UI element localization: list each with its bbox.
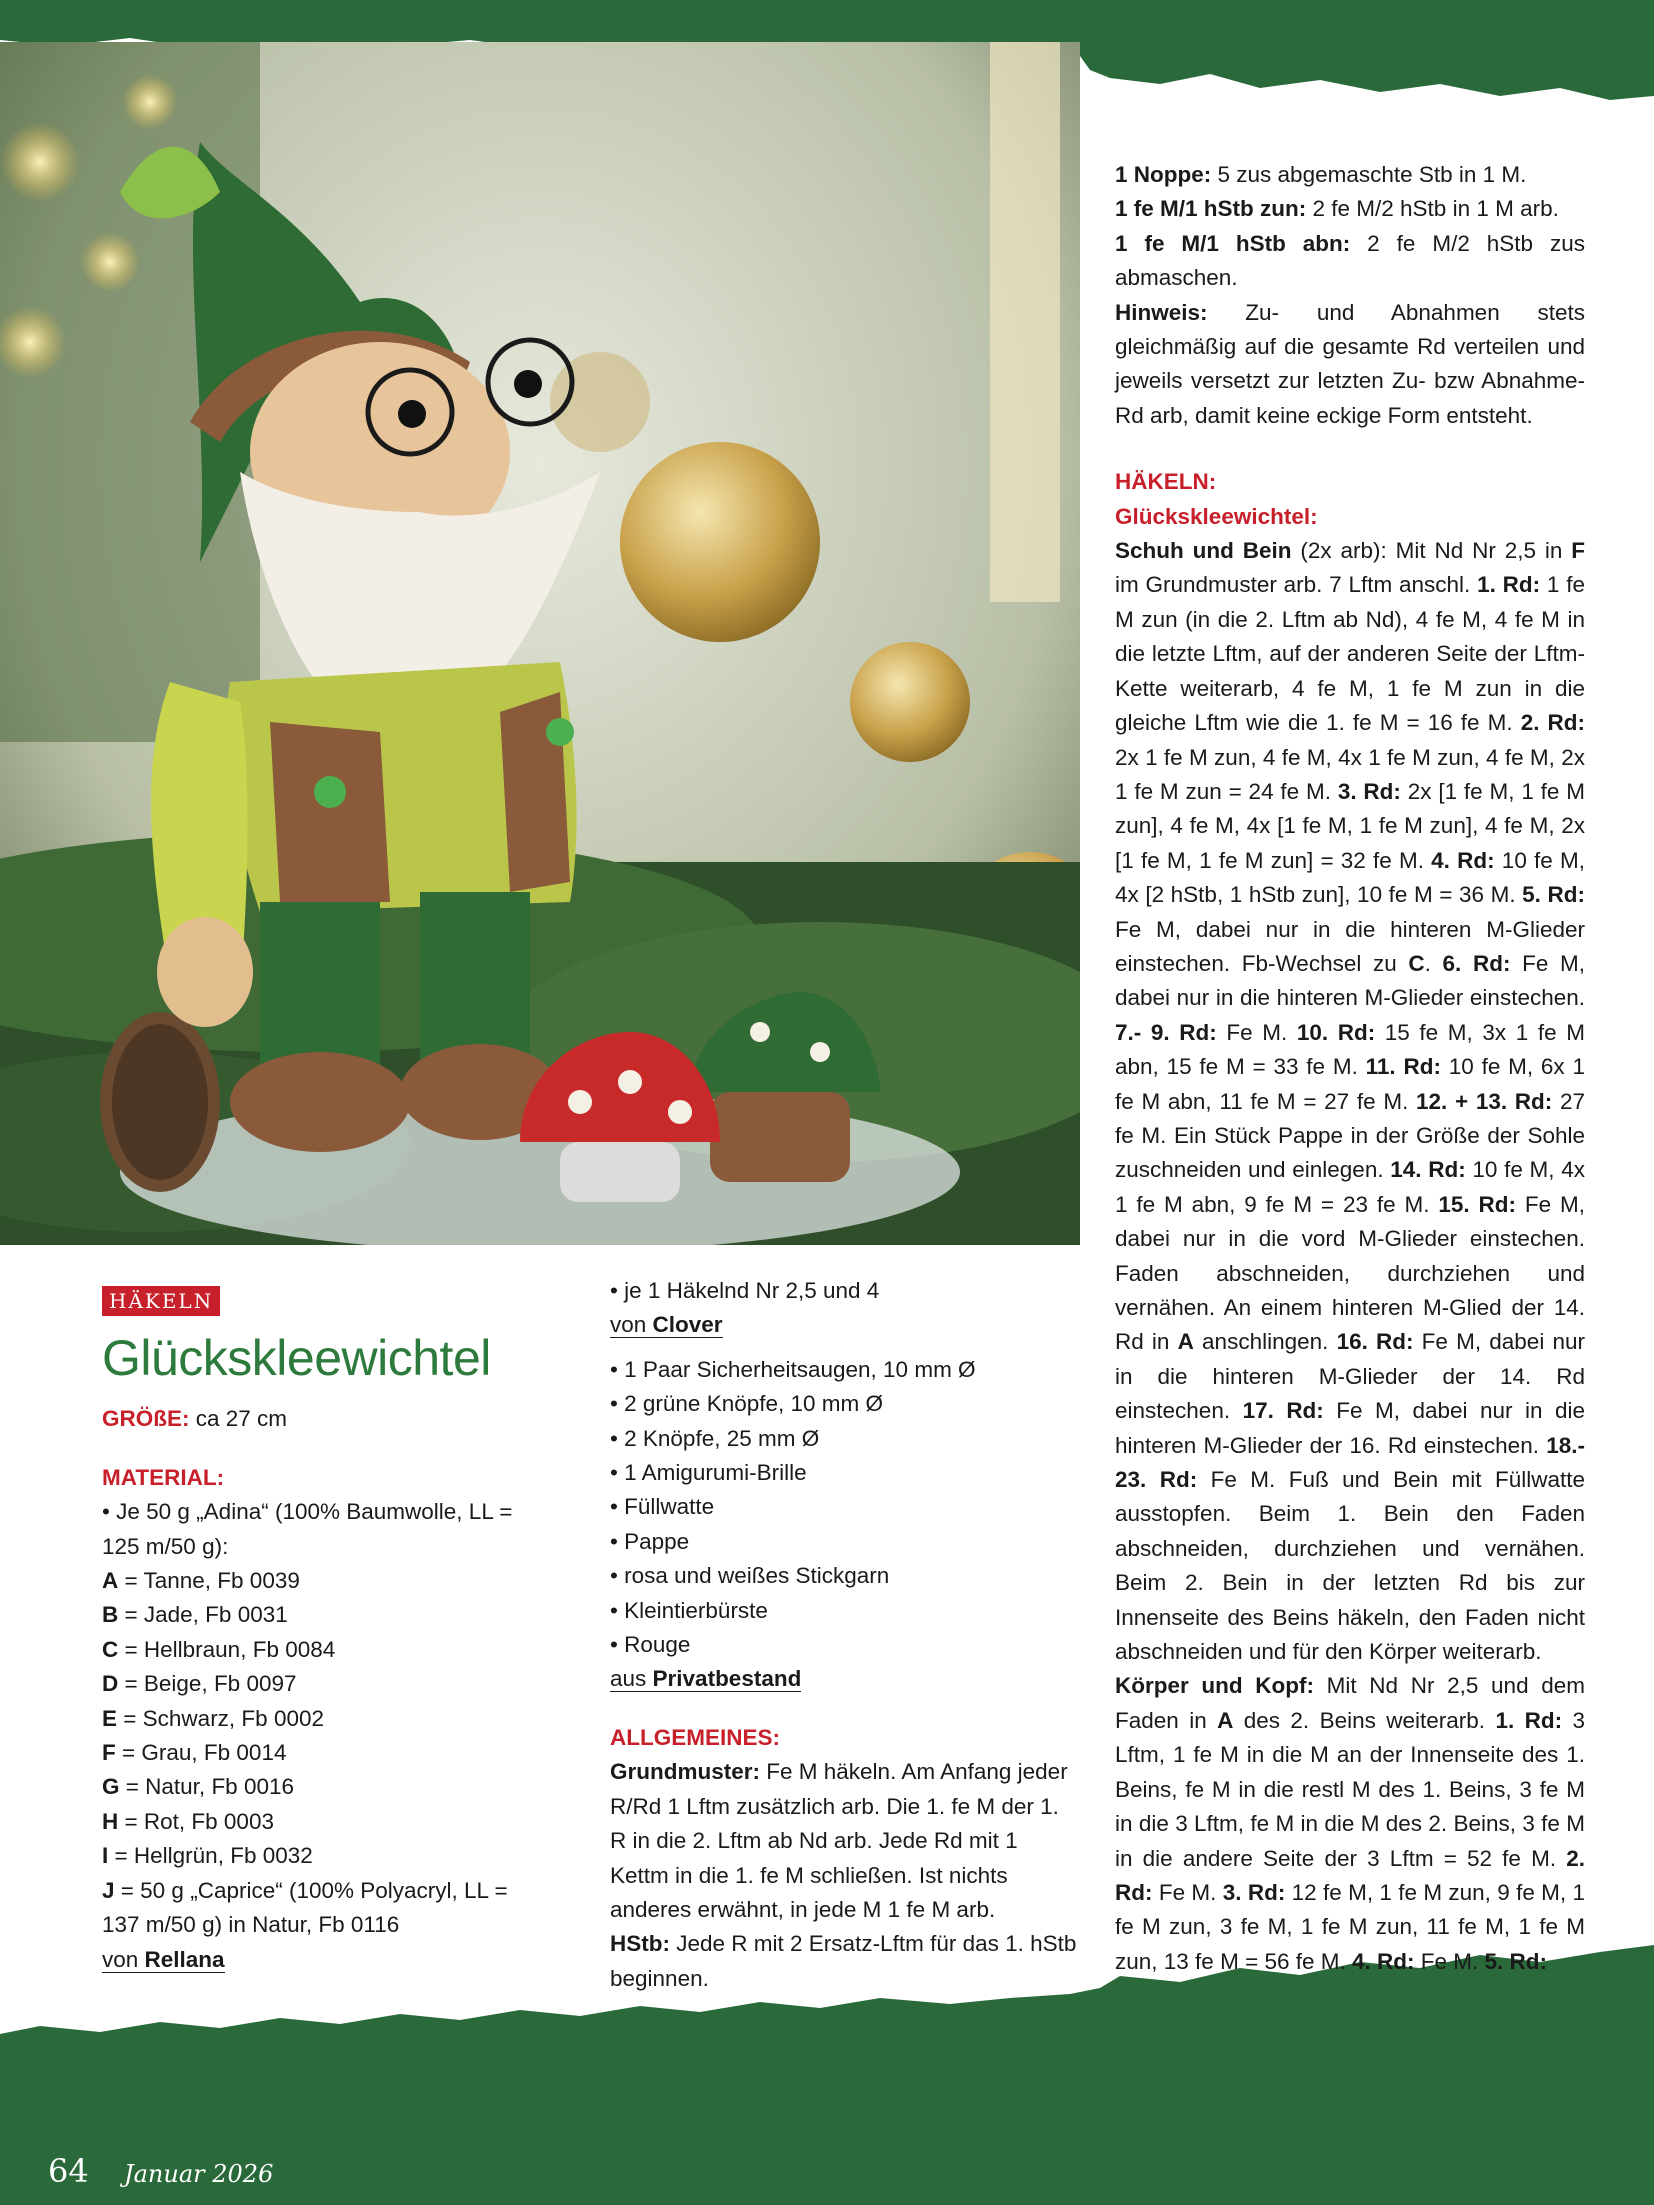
instruction-term: C <box>1408 950 1425 976</box>
section-tag: HÄKELN <box>102 1286 220 1316</box>
color-text: = Beige, Fb 0097 <box>118 1671 297 1697</box>
color-text: = Hellgrün, Fb 0032 <box>108 1843 313 1869</box>
color-item <box>102 1633 542 1667</box>
general-entry <box>1115 158 1585 192</box>
instruction-text: Fe M, dabei nur in die vord M-Glieder einstechen. Faden abschneiden, durchziehen und vernähen. An einem hinteren M-Glied der 14. Rd in <box>1115 1191 1585 1355</box>
instruction-text: Fe M, dabei nur in die hinteren M-Glieder der 14. Rd einstechen. <box>1115 1329 1586 1424</box>
yarn-j-text: = 50 g „Caprice“ (100% Polyacryl, LL = 137 m/50 g) in Natur, Fb 0116 <box>102 1877 508 1938</box>
color-item <box>102 1598 542 1632</box>
general-label: ALLGEMEINES: <box>610 1724 781 1750</box>
entry-term: 1 fe M/1 hStb zun: <box>1115 196 1307 222</box>
yarn-intro: • Je 50 g „Adina“ (100% Baumwolle, LL = 125 m/50 g): <box>102 1499 513 1559</box>
instruction-text: 10 fe M, 6x 1 fe M abn, 11 fe M = 27 fe M. <box>1115 1054 1585 1114</box>
entry-term: 1 Noppe: <box>1115 162 1212 187</box>
instruction-text: Fe M. <box>1152 1879 1223 1905</box>
color-text: = Hellbraun, Fb 0084 <box>118 1636 336 1662</box>
material-item: • Pappe <box>610 1528 690 1554</box>
color-letter: F <box>102 1740 116 1766</box>
material-item: • Kleintierbürste <box>610 1597 768 1623</box>
color-letter: A <box>102 1568 119 1594</box>
instruction-text: 12 fe M, 1 fe M zun, 9 fe M, 1 fe M zun, 3 fe M, 1 fe M zun, 11 fe M, 1 fe M zun, 13 fe M = 56 fe M. <box>1115 1879 1585 1974</box>
supplier-prefix: von <box>610 1312 653 1338</box>
instruction-text: 2x [1 fe M, 1 fe M zun], 4 fe M, 4x [1 fe M, 1 fe M zun], 4 fe M, 2x [1 fe M, 1 fe M zun] = 32 fe M. <box>1115 778 1585 873</box>
general-entry <box>1115 296 1585 434</box>
yarn-j <box>102 1874 542 1943</box>
instruction-term: 6. Rd: <box>1442 950 1511 976</box>
general-entry <box>1115 192 1585 226</box>
instruction-text: des 2. Beins weiterarb. <box>1233 1707 1496 1733</box>
instruction-text: im Grundmuster arb. 7 Lftm anschl. <box>1115 572 1478 598</box>
instruction-term: 17. Rd: <box>1242 1398 1324 1424</box>
material-item: • Rouge <box>610 1632 691 1658</box>
issue-date: Januar 2026 <box>124 2160 274 2188</box>
instruction-term: 3. Rd: <box>1222 1879 1286 1905</box>
instruction-text: Mit Nd Nr 2,5 und dem Faden in <box>1115 1673 1585 1733</box>
gnome-photo <box>0 42 1080 1245</box>
entry-text: 2 fe M/2 hStb in 1 M arb. <box>1306 196 1559 222</box>
entry-text: Zu- und Abnahmen stets gleichmäßig auf die gesamte Rd verteilen und jeweils versetzt zur letzten Zu- bzw Abnahme-Rd arb, damit keine eckige Form entsteht. <box>1115 299 1585 428</box>
color-letter: E <box>102 1705 118 1731</box>
color-item <box>102 1564 542 1598</box>
instruction-text: Fe M. Fuß und Bein mit Füllwatte ausstopfen. Beim 1. Bein den Faden abschneiden, durchziehen und vernähen. Beim 2. Bein in der letzten Rd bis zur Innenseite des Beins häkeln, den Faden nicht abschneiden und für den Körper weiterarb. <box>1115 1467 1585 1665</box>
instruction-term: 12. + 13. Rd: <box>1416 1088 1553 1114</box>
entry-term: Grundmuster: <box>610 1759 761 1785</box>
instruction-term: 14. Rd: <box>1390 1157 1466 1183</box>
instruction-term: 16. Rd: <box>1336 1329 1414 1355</box>
instruction-shoe-leg <box>1115 534 1585 1669</box>
color-list <box>102 1564 542 1874</box>
instruction-text: Fe M. <box>1414 1948 1485 1974</box>
hook-line: • je 1 Häkelnd Nr 2,5 und 4 <box>610 1278 880 1303</box>
general-entry <box>1115 227 1585 296</box>
color-text: = Rot, Fb 0003 <box>118 1808 274 1834</box>
size-value: ca 27 cm <box>195 1406 288 1432</box>
size-label: GRÖßE: <box>102 1406 190 1432</box>
entry-text: 5 zus abgemaschte Stb in 1 M. <box>1211 162 1527 187</box>
color-letter: B <box>102 1602 119 1628</box>
material-item: • Füllwatte <box>610 1494 715 1520</box>
material-item: • 2 grüne Knöpfe, 10 mm Ø <box>610 1391 884 1417</box>
photo-illustration <box>0 42 1080 1245</box>
instruction-term: 4. Rd: <box>1352 1948 1415 1974</box>
column-3 <box>1115 158 1585 1979</box>
color-text: = Schwarz, Fb 0002 <box>117 1705 324 1731</box>
instruction-text: 15 fe M, 3x 1 fe M abn, 15 fe M = 33 fe M. <box>1115 1019 1586 1080</box>
color-item <box>102 1667 542 1701</box>
entry-text: Fe M häkeln. Am Anfang jeder R/Rd 1 Lftm zusätzlich arb. Die 1. fe M der 1. R in die 2. Lftm ab Nd arb. Jede Rd mit 1 Kettm in die 1. fe M schließen. Ist nichts anderes erwähnt, in jede M 1 fe M arb. <box>610 1759 1068 1922</box>
color-letter: I <box>102 1843 109 1869</box>
color-letter: D <box>102 1671 119 1697</box>
instruction-text: 2x 1 fe M zun, 4 fe M, 4x 1 fe M zun, 4 fe M, 2x 1 fe M zun = 24 fe M. <box>1115 744 1585 804</box>
column-1 <box>102 1284 542 1977</box>
color-item <box>102 1839 542 1873</box>
general-entry <box>610 1755 1080 1927</box>
entry-text: Jede R mit 2 Ersatz-Lftm für das 1. hStb beginnen. <box>610 1931 1077 1991</box>
instruction-text: 10 fe M, 4x [2 hStb, 1 hStb zun], 10 fe M = 36 M. <box>1115 847 1585 908</box>
supplier-privat <box>610 1662 1080 1696</box>
material-item: • 1 Paar Sicherheitsaugen, 10 mm Ø <box>610 1356 976 1382</box>
color-letter: G <box>102 1774 120 1800</box>
instruction-text: Fe M, dabei nur in die hinteren M-Glieder einstechen. Fb-Wechsel zu <box>1115 916 1585 976</box>
instruction-term: 5. Rd: <box>1522 882 1585 908</box>
instruction-term: 7.- 9. Rd: <box>1115 1019 1217 1045</box>
supplier-name: Rellana <box>144 1946 225 1972</box>
instruction-term: A <box>1177 1329 1194 1355</box>
instruction-text: . <box>1424 950 1443 976</box>
color-text: = Grau, Fb 0014 <box>115 1740 287 1766</box>
instruction-term: 18.- 23. Rd: <box>1115 1432 1585 1493</box>
instruction-text: Fe M. <box>1216 1019 1297 1045</box>
entry-term: Hinweis: <box>1115 299 1208 325</box>
instruction-term: 2. Rd: <box>1520 710 1585 736</box>
instruction-text: anschlingen. <box>1193 1329 1337 1355</box>
color-item <box>102 1770 542 1804</box>
entry-text: 2 fe M/2 hStb zus abmaschen. <box>1115 230 1586 291</box>
instruction-term: 2. Rd: <box>1115 1845 1585 1905</box>
instruction-term: 1. Rd: <box>1477 572 1541 598</box>
column-2 <box>610 1274 1080 1996</box>
instruction-text: 3 Lftm, 1 fe M in die M an der Innenseite des 1. Beins, fe M in die restl M des 1. Beins, 3 fe M in die 3 Lftm, fe M in die M des 2. Beins, 3 fe M in die andere Seite der 3 Lftm = 52 fe M. <box>1115 1707 1586 1871</box>
instruction-term: 3. Rd: <box>1337 778 1401 804</box>
supplier-name: Clover <box>652 1312 723 1338</box>
material-item: • 1 Amigurumi-Brille <box>610 1460 807 1486</box>
page-number: 64 <box>48 2152 89 2190</box>
material-label: MATERIAL: <box>102 1464 225 1490</box>
instruction-body-head <box>1115 1669 1585 1979</box>
material-item: • 2 Knöpfe, 25 mm Ø <box>610 1425 820 1451</box>
instruction-term: 1. Rd: <box>1495 1707 1563 1733</box>
instruction-term: 11. Rd: <box>1365 1054 1441 1080</box>
color-letter: C <box>102 1636 119 1662</box>
material-item-list <box>610 1353 1080 1663</box>
instruction-term: 15. Rd: <box>1438 1191 1516 1217</box>
instruction-term: Schuh und Bein <box>1115 538 1292 564</box>
instruction-text: 10 fe M, 4x 1 fe M abn, 9 fe M = 23 fe M. <box>1115 1157 1585 1217</box>
supplier-prefix: aus <box>610 1666 653 1692</box>
supplier-prefix: von <box>102 1946 145 1972</box>
color-letter: H <box>102 1808 119 1834</box>
color-item <box>102 1805 542 1839</box>
instruction-text: 27 fe M. Ein Stück Pappe in der Größe der Sohle zuschneiden und einlegen. <box>1115 1088 1586 1183</box>
instruction-text: Fe M, dabei nur in die hinteren M-Glieder der 16. Rd einstechen. <box>1115 1398 1586 1458</box>
instruction-text: (2x arb): Mit Nd Nr 2,5 in <box>1291 538 1572 564</box>
supplier-clover <box>610 1308 1080 1342</box>
color-text: = Natur, Fb 0016 <box>119 1774 295 1800</box>
instruction-term: 10. Rd: <box>1296 1019 1376 1045</box>
general-entry <box>610 1927 1080 1996</box>
instruction-term: 5. Rd: <box>1484 1948 1548 1974</box>
material-item: • rosa und weißes Stickgarn <box>610 1563 890 1589</box>
color-text: = Jade, Fb 0031 <box>118 1602 288 1628</box>
entry-term: 1 fe M/1 hStb abn: <box>1115 230 1351 256</box>
supplier-name: Privatbestand <box>652 1666 802 1692</box>
crochet-label: HÄKELN: <box>1115 469 1217 495</box>
crochet-sublabel: Glückskleewichtel: <box>1115 503 1318 529</box>
page-title: Glückskleewichtel <box>102 1330 491 1387</box>
yarn-j-letter: J <box>102 1877 115 1903</box>
color-text: = Tanne, Fb 0039 <box>118 1568 300 1594</box>
entry-term: HStb: <box>610 1931 670 1957</box>
color-item <box>102 1702 542 1736</box>
instruction-term: F <box>1571 538 1585 564</box>
instruction-text: Fe M, dabei nur in die hinteren M-Glieder einstechen. <box>1115 950 1585 1011</box>
instruction-term: 4. Rd: <box>1431 847 1495 873</box>
instruction-term: Körper und Kopf: <box>1115 1673 1315 1699</box>
instruction-term: A <box>1217 1707 1234 1733</box>
size-line <box>102 1402 542 1436</box>
instruction-text: 1 fe M zun (in die 2. Lftm ab Nd), 4 fe M, 4 fe M in die letzte Lftm, auf der anderen Seite der Lftm-Kette weiterarb, 4 fe M, 1 fe M zun in die gleiche Lftm wie die 1. fe M = 16 fe M. <box>1115 572 1585 736</box>
color-item <box>102 1736 542 1770</box>
supplier-rellana <box>102 1943 542 1977</box>
